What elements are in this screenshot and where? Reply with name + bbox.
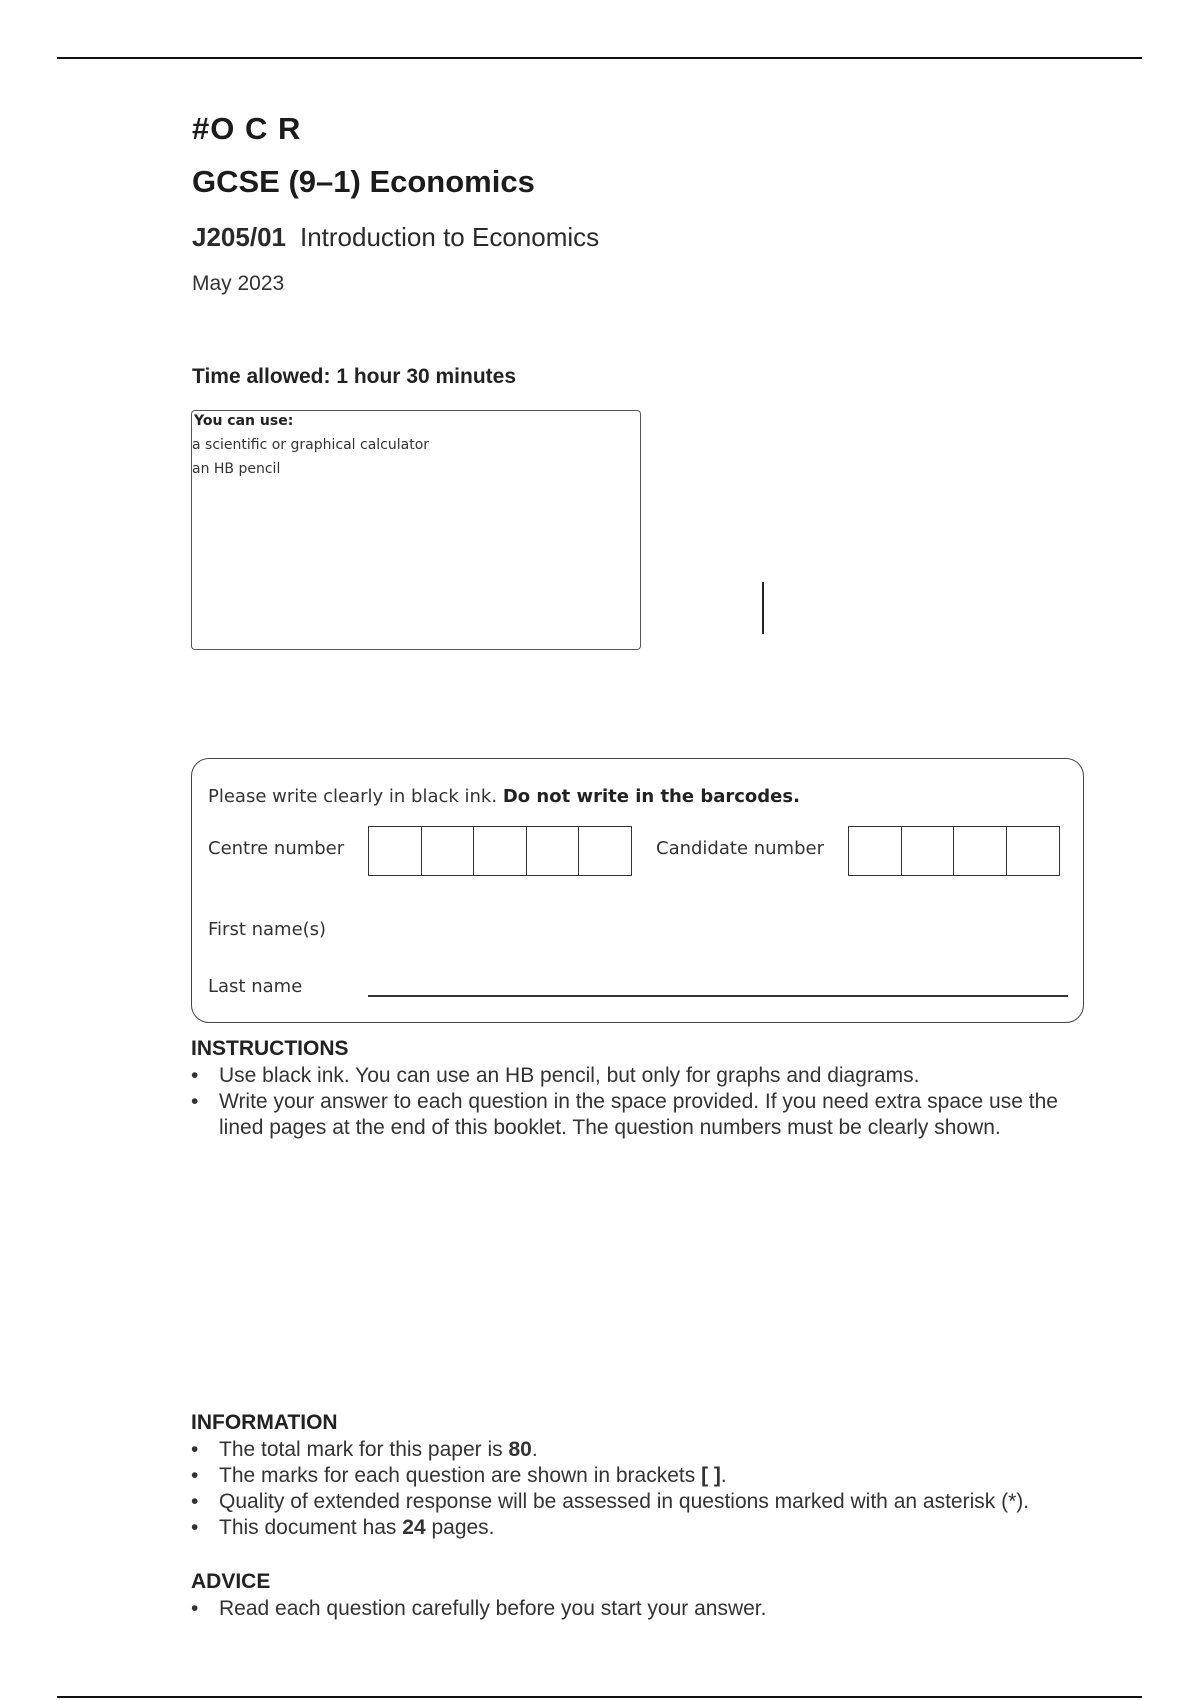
exam-date: May 2023 [192,272,285,295]
last-name-label: Last name [208,976,303,997]
equipment-item: a scientific or graphical calculator [192,437,430,453]
centre-digit-box[interactable] [578,826,632,876]
candidate-digit-box[interactable] [1006,826,1060,876]
equipment-item: an HB pencil [192,461,281,477]
list-item [191,1489,1101,1515]
equipment-title: You can use: [194,413,294,429]
information-list [191,1437,1101,1541]
instruction-plain: Please write clearly in black ink. [208,786,498,807]
centre-digit-box[interactable] [526,826,580,876]
list-item [191,1515,1101,1541]
first-name-label: First name(s) [208,919,327,940]
candidate-details-box [191,758,1084,1023]
total-mark-value: 80 [508,1438,532,1461]
centre-digit-box[interactable] [368,826,422,876]
instruction-text: Write your answer to each question in the space provided. If you need extra space use the lined pages at the end of this booklet. The question numbers must be clearly shown. [219,1090,1058,1139]
centre-digit-box[interactable] [421,826,475,876]
list-item [191,1089,1101,1141]
bullet-icon: • [191,1090,199,1113]
bottom-rule [57,1696,1142,1698]
unit-line [192,222,599,253]
instructions-heading: INSTRUCTIONS [191,1037,349,1060]
info-text: . [531,1438,538,1461]
top-rule [57,57,1142,59]
info-text: Quality of extended response will be assessed in questions marked with an asterisk (*). [219,1490,1030,1513]
information-heading: INFORMATION [191,1411,338,1434]
info-text: pages. [425,1516,495,1539]
ocr-logo: #O C R [192,111,302,146]
bullet-icon: • [191,1516,199,1539]
centre-digit-box[interactable] [473,826,527,876]
candidate-digit-box[interactable] [848,826,902,876]
bullet-icon: • [191,1464,199,1487]
text-cursor [762,582,764,634]
last-name-field[interactable] [368,995,1068,997]
list-item [191,1596,1101,1622]
list-item [191,1463,1101,1489]
instruction-text: Use black ink. You can use an HB pencil, but only for graphs and diagrams. [219,1064,920,1087]
bullet-icon: • [191,1597,199,1620]
candidate-digit-box[interactable] [901,826,955,876]
bullet-icon: • [191,1490,199,1513]
bullet-icon: • [191,1064,199,1087]
info-text: The marks for each question are shown in brackets [219,1464,702,1487]
equipment-box [191,410,641,650]
advice-text: Read each question carefully before you start your answer. [219,1597,767,1620]
advice-list [191,1596,1101,1622]
candidate-digit-box[interactable] [953,826,1007,876]
qualification-title: GCSE (9–1) Economics [192,164,535,199]
time-allowed: Time allowed: 1 hour 30 minutes [192,365,517,388]
candidate-number-label: Candidate number [656,838,824,859]
advice-heading: ADVICE [191,1570,271,1593]
candidate-instruction [208,786,800,807]
info-text: The total mark for this paper is [219,1438,509,1461]
centre-number-label: Centre number [208,838,345,859]
candidate-number-field[interactable] [848,826,1060,878]
centre-number-field[interactable] [368,826,632,878]
page-count-value: 24 [402,1516,426,1539]
brackets-symbol: [ ] [701,1464,721,1487]
instructions-list [191,1063,1101,1141]
info-text: . [720,1464,727,1487]
list-item [191,1437,1101,1463]
info-text: This document has [219,1516,403,1539]
instruction-bold: Do not write in the barcodes. [502,786,800,807]
unit-code: J205/01 [192,222,286,252]
bullet-icon: • [191,1438,199,1461]
list-item [191,1063,1101,1089]
unit-title: Introduction to Economics [299,222,600,252]
